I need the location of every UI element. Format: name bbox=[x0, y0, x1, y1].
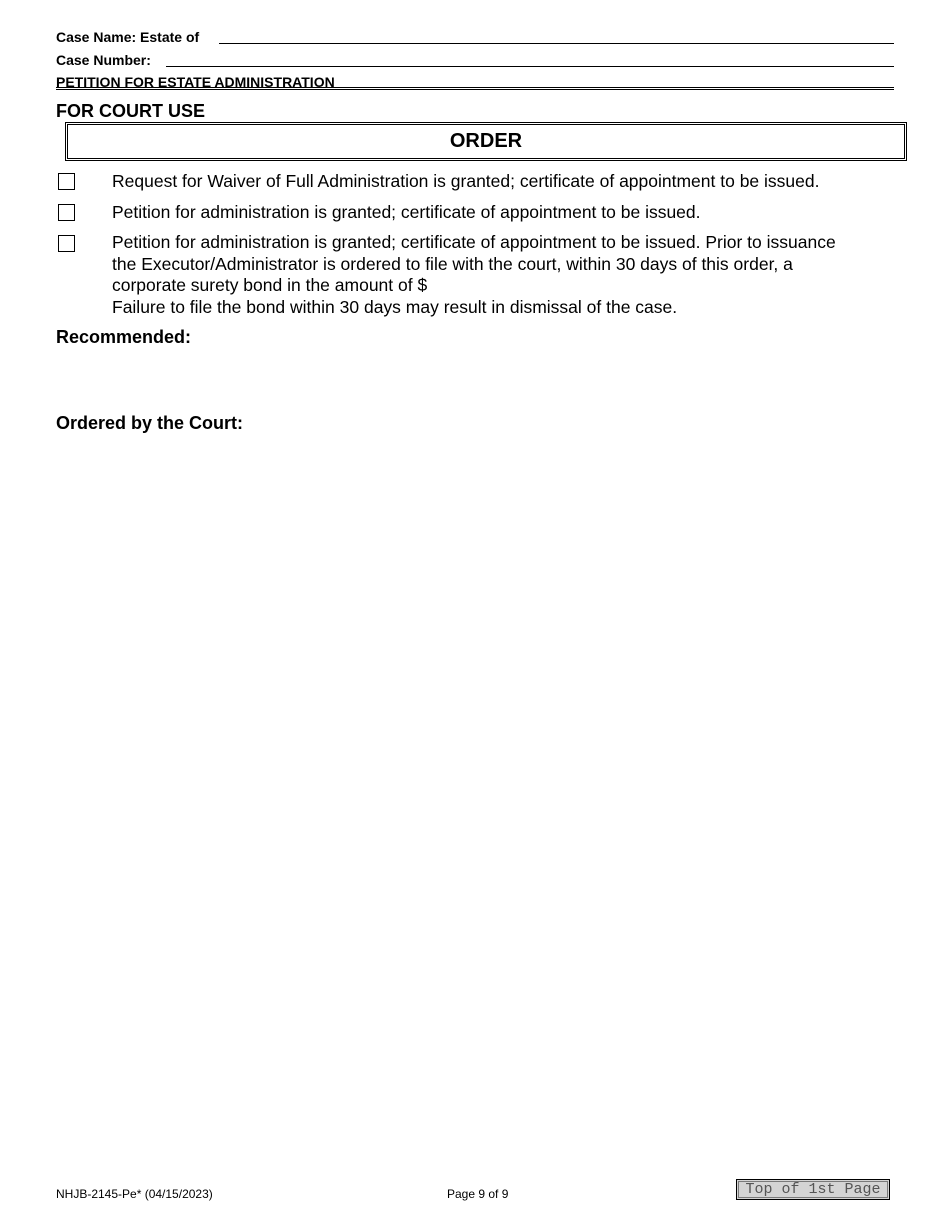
court-use-label: FOR COURT USE bbox=[56, 101, 206, 121]
case-name-label: Case Name: Estate of bbox=[56, 29, 200, 45]
case-name-field[interactable] bbox=[219, 43, 894, 44]
order-title: ORDER bbox=[449, 130, 523, 152]
administration-granted-text: Petition for administration is granted; certificate of appointment to be issued. bbox=[112, 202, 701, 222]
administration-granted-checkbox[interactable] bbox=[58, 204, 75, 221]
top-of-first-page-button[interactable]: Top of 1st Page bbox=[736, 1179, 890, 1200]
bond-required-text: Petition for administration is granted; certificate of appointment to be issued. Prior to issuance the Executor/Administrator is ordered to file with the court, within 30 days of this order, a corporate surety bond in the amount of $ Failure to file the bond within 30 days may result in dismissal of the case. bbox=[112, 232, 836, 317]
bond-required-checkbox[interactable] bbox=[58, 235, 75, 252]
waiver-granted-text: Request for Waiver of Full Administration is granted; certificate of appointment to be issued. bbox=[112, 171, 820, 191]
recommended-label: Recommended: bbox=[56, 327, 192, 347]
form-id: NHJB-2145-Pe* (04/15/2023) bbox=[56, 1187, 213, 1201]
order-heading-box bbox=[65, 122, 907, 161]
case-number-label: Case Number: bbox=[56, 52, 151, 68]
waiver-granted-checkbox[interactable] bbox=[58, 173, 75, 190]
form-title: PETITION FOR ESTATE ADMINISTRATION bbox=[56, 74, 335, 90]
header-divider bbox=[56, 87, 894, 90]
case-number-field[interactable] bbox=[166, 66, 894, 67]
ordered-by-court-label: Ordered by the Court: bbox=[56, 413, 244, 433]
page-number: Page 9 of 9 bbox=[447, 1187, 509, 1201]
